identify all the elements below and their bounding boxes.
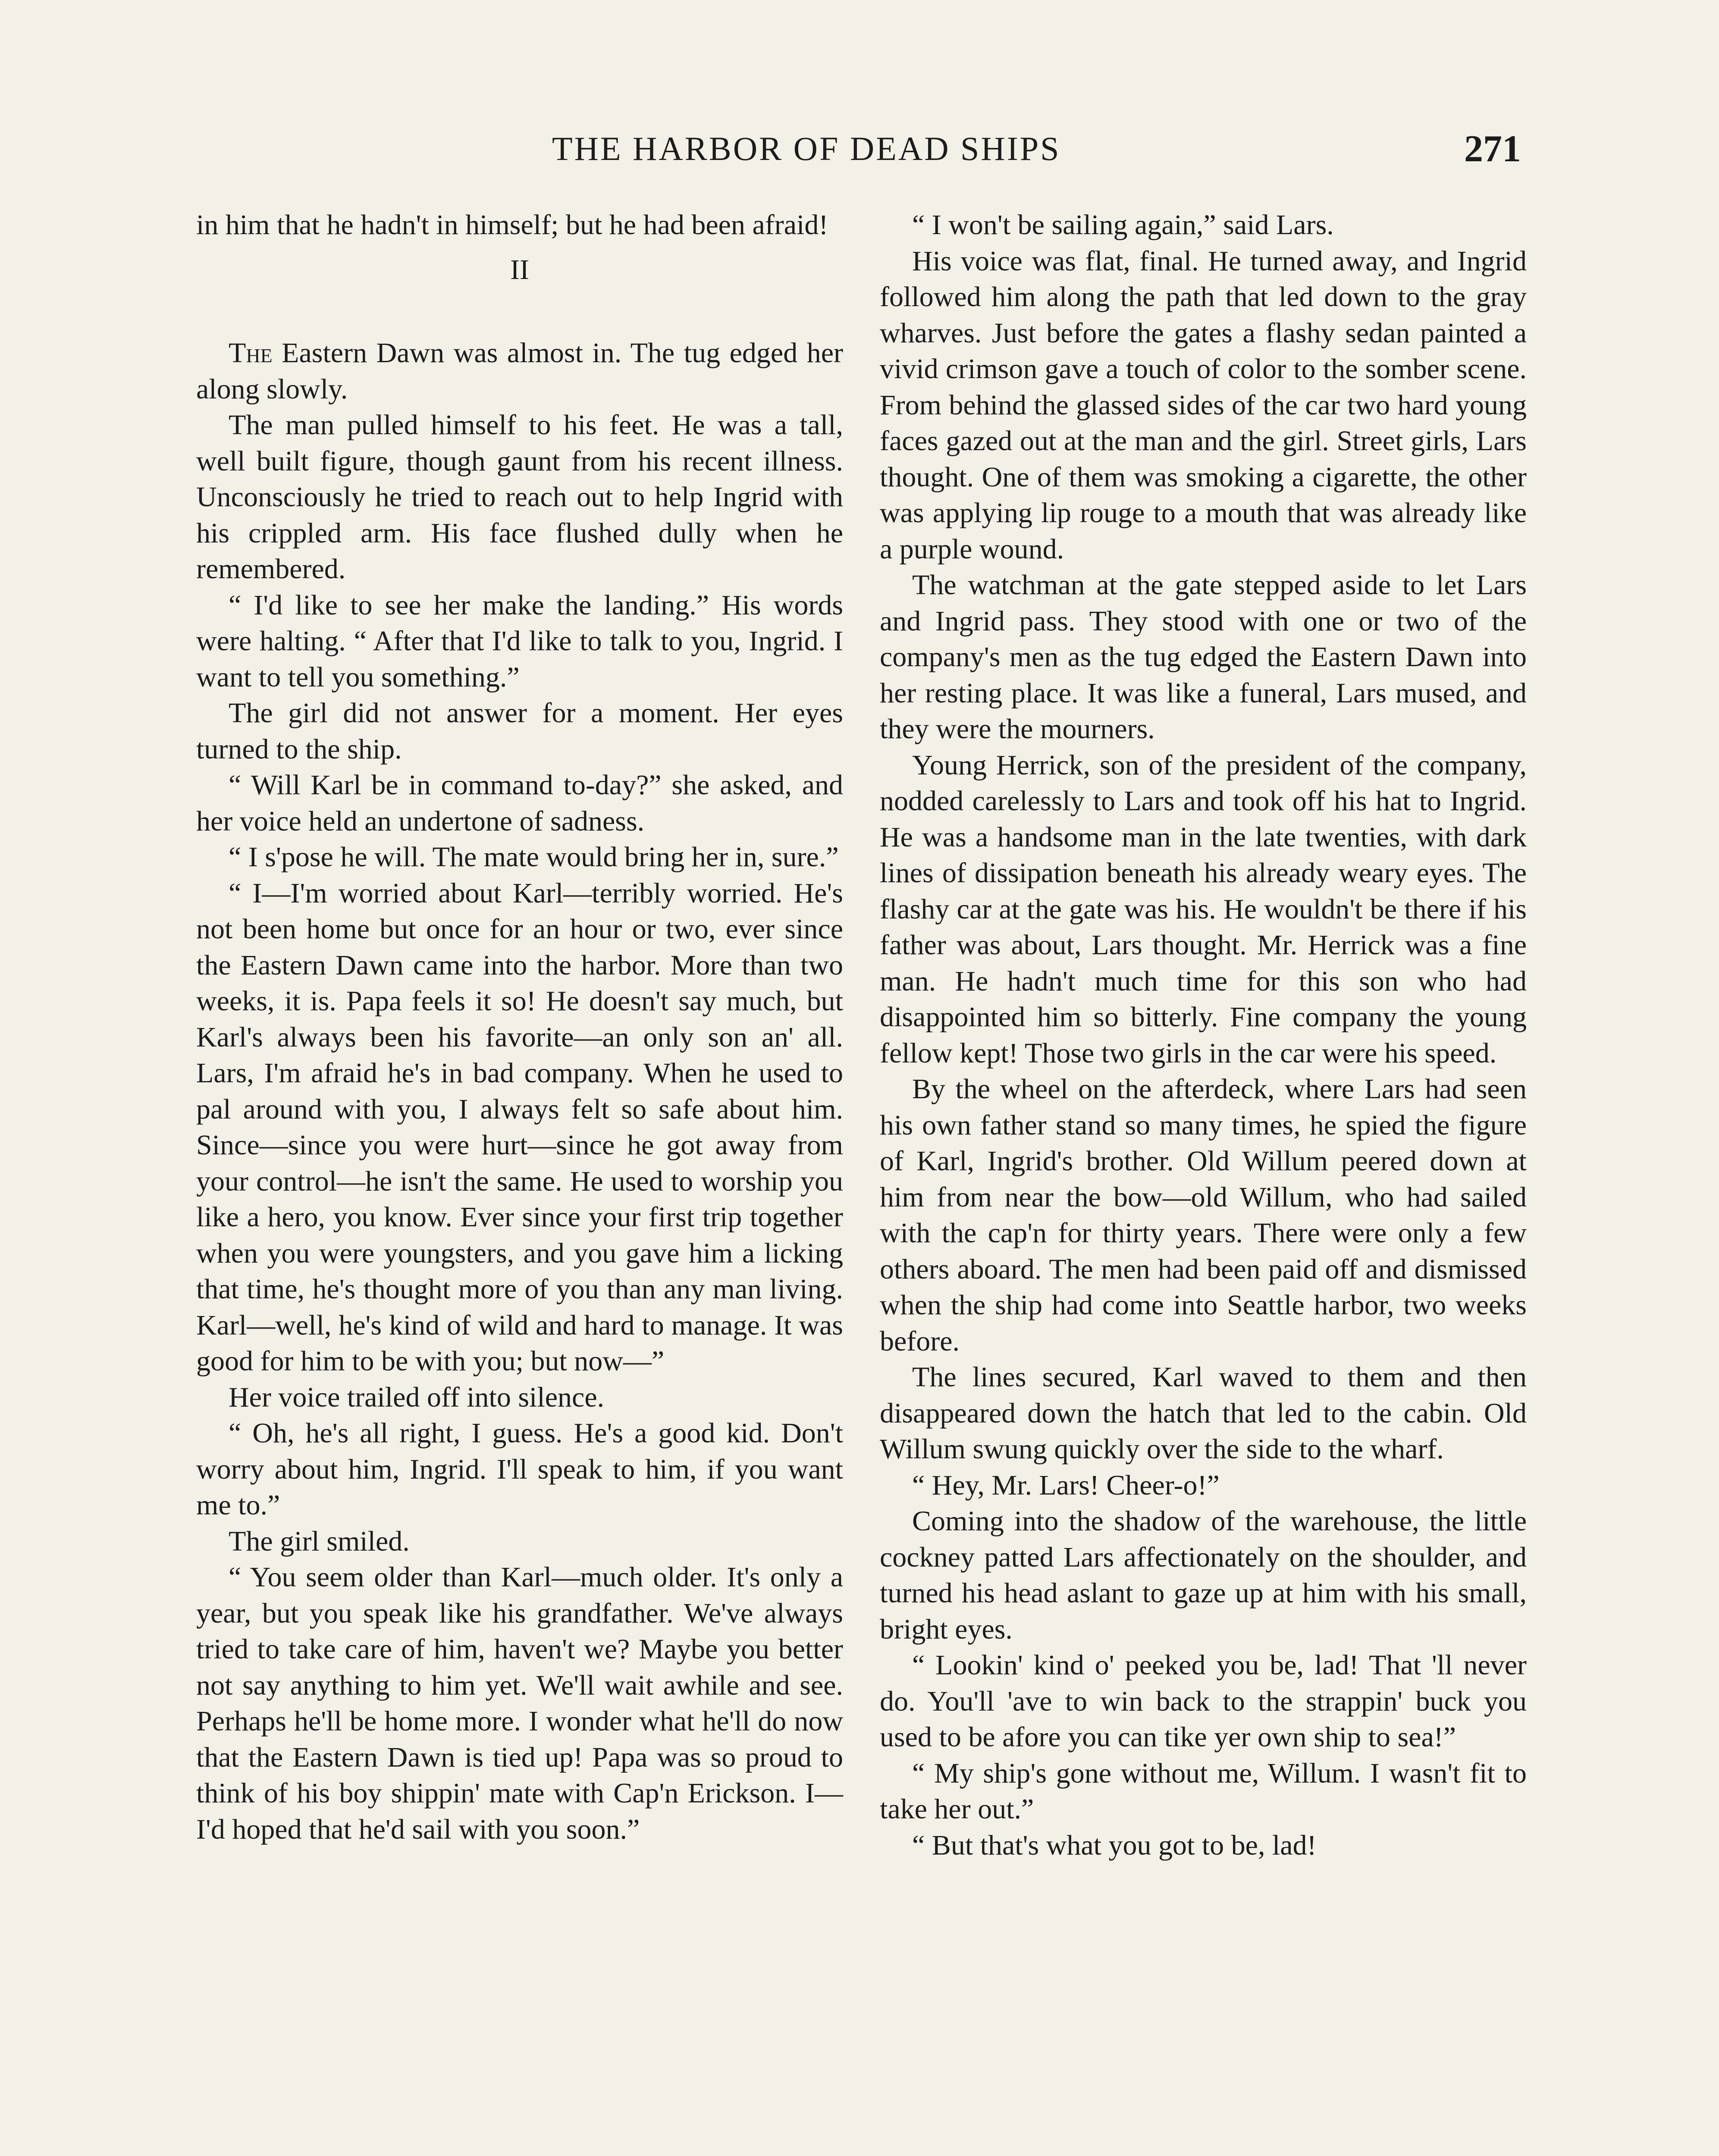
paragraph: The watchman at the gate stepped aside to let Lars and Ingrid pass. They stood with one or two of the company's men as the tug edged the Eastern Dawn into her resting place. It was like a funeral, Lars mused, and they were the mourners.: [880, 569, 1527, 745]
right-column: [880, 207, 1527, 1863]
paragraph: “ I won't be sailing again,” said Lars.: [912, 209, 1334, 241]
paragraph: His voice was flat, final. He turned away, and Ingrid followed him along the path that led down to the gray wharves. Just before the gates a flashy sedan painted a vivid crimson gave a touch of color to the somber scene. From behind the glassed sides of the car two hard young faces gazed out at the man and the girl. Street girls, Lars thought. One of them was smoking a cigarette, the other was applying lip rouge to a mouth that was already like a purple wound.: [880, 245, 1527, 565]
paragraph-text: Eastern Dawn was almost in. The tug edged her along slowly.: [196, 337, 843, 405]
section-number: II: [510, 254, 529, 285]
page-number: 271: [1464, 128, 1521, 170]
paragraph: Coming into the shadow of the warehouse, the little cockney patted Lars affectionately on the shoulder, and turned his head aslant to gaze up at him with his small, bright eyes.: [880, 1505, 1527, 1645]
paragraph: “ You seem older than Karl—much older. It's only a year, but you speak like his grandfather. We've always tried to take care of him, haven't we? Maybe you better not say anything to him yet. We'll wait awhile and see. Perhaps he'll be home more. I wonder what he'll do now that the Eastern Dawn is tied up! Papa was so proud to think of his boy shippin' mate with Cap'n Erickson. I—I'd hoped that he'd sail with you soon.”: [196, 1561, 843, 1845]
paragraph: Young Herrick, son of the president of the company, nodded carelessly to Lars and took off his hat to Ingrid. He was a handsome man in the late twenties, with dark lines of dissipation beneath his already weary eyes. The flashy car at the gate was his. He wouldn't be there if his father was about, Lars thought. Mr. Herrick was a fine man. He hadn't much time for this son who had disappointed him so bitterly. Fine company the young fellow kept! Those two girls in the car were his speed.: [880, 749, 1527, 1069]
paragraph: The girl smiled.: [229, 1525, 410, 1557]
paragraph: “ I—I'm worried about Karl—terribly worried. He's not been home but once for an hour or two, ever since the Eastern Dawn came into the harbor. More than two weeks, it is. Papa feels it so! He doesn't say much, but Karl's always been his favorite—an only son an' all. Lars, I'm afraid he's in bad company. When he used to pal around with you, I always felt so safe about him. Since—since you were hurt—since he got away from your control—he isn't the same. He used to worship you like a hero, you know. Ever since your first trip together when you were youngsters, and you gave him a licking that time, he's thought more of you than any man living. Karl—well, he's kind of wild and hard to manage. It was good for him to be with you; but now—”: [196, 877, 843, 1377]
paragraph: “ Lookin' kind o' peeked you be, lad! That 'll never do. You'll 'ave to win back to the strappin' buck you used to be afore you can tike yer own ship to sea!”: [880, 1649, 1527, 1753]
paragraph: The man pulled himself to his feet. He was a tall, well built figure, though gaunt from his recent illness. Unconsciously he tried to reach out to help Ingrid with his crippled arm. His face flushed dully when he remembered.: [196, 409, 843, 585]
paragraph: “ I'd like to see her make the landing.” His words were halting. “ After that I'd like to talk to you, Ingrid. I want to tell you something.”: [196, 589, 843, 693]
paragraph: “ But that's what you got to be, lad!: [912, 1829, 1317, 1861]
paragraph: “ My ship's gone without me, Willum. I wasn't fit to take her out.”: [880, 1757, 1527, 1825]
running-title: THE HARBOR OF DEAD SHIPS: [552, 130, 1061, 167]
left-column: [196, 207, 843, 1847]
paragraph: “ Will Karl be in command to-day?” she asked, and her voice held an undertone of sadness.: [196, 769, 843, 837]
paragraph: “ I s'pose he will. The mate would bring her in, sure.”: [229, 841, 839, 873]
paragraph: “ Oh, he's all right, I guess. He's a good kid. Don't worry about him, Ingrid. I'll speak to him, if you want me to.”: [196, 1417, 843, 1521]
paragraph: The girl did not answer for a moment. Her eyes turned to the ship.: [196, 697, 843, 765]
paragraph: “ Hey, Mr. Lars! Cheer-o!”: [912, 1469, 1220, 1501]
paragraph: [196, 335, 843, 407]
paragraph: Her voice trailed off into silence.: [229, 1381, 605, 1413]
paragraph: in him that he hadn't in himself; but he had been afraid!: [196, 209, 828, 241]
paragraph: By the wheel on the afterdeck, where Lars had seen his own father stand so many times, he spied the figure of Karl, Ingrid's brother. Old Willum peered down at him from near the bow—old Willum, who had sailed with the cap'n for thirty years. There were only a few others aboard. The men had been paid off and dismissed when the ship had come into Seattle harbor, two weeks before.: [880, 1073, 1527, 1357]
smallcaps-lead: The: [229, 337, 273, 369]
paragraph: The lines secured, Karl waved to them and then disappeared down the hatch that led to the cabin. Old Willum swung quickly over the side to the wharf.: [880, 1361, 1527, 1465]
